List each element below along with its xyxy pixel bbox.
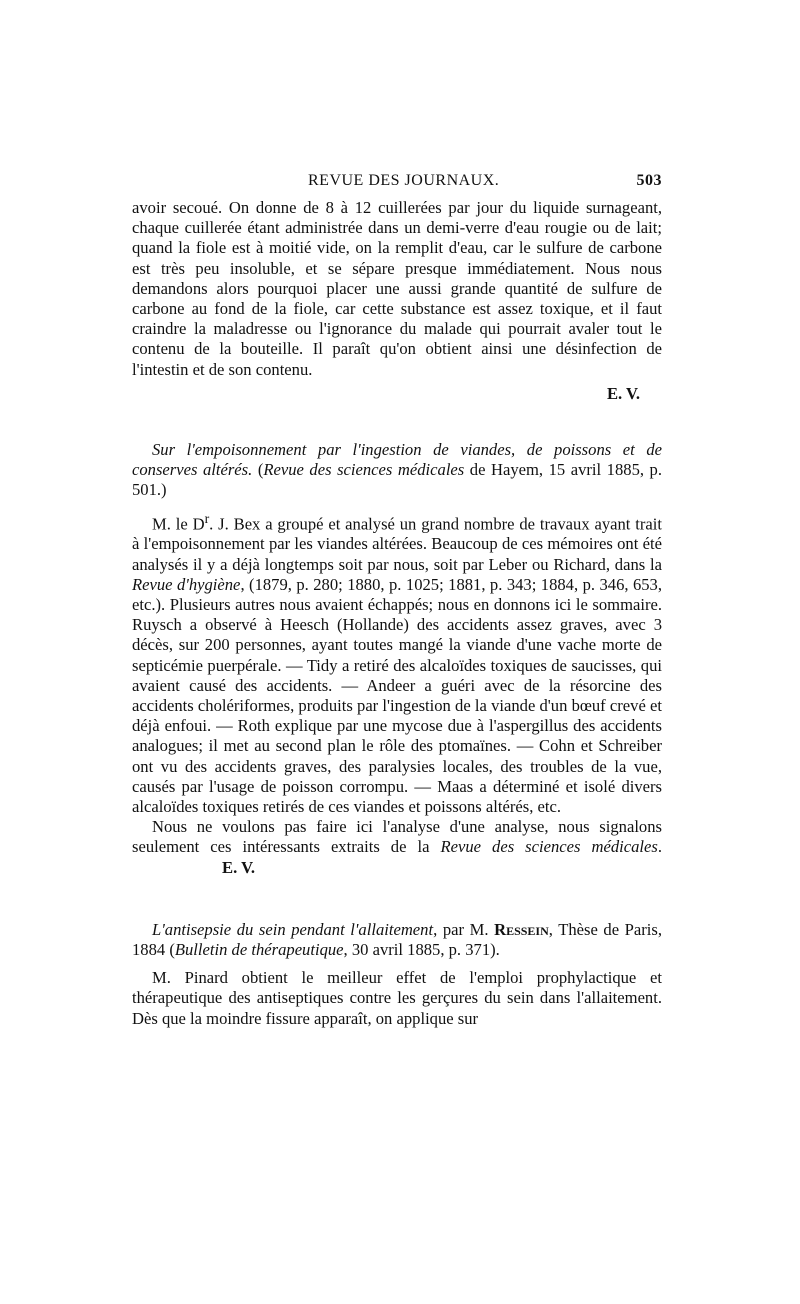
text-run: M. le D — [152, 514, 205, 534]
title-end: , 30 avril 1885, p. 371). — [343, 940, 500, 960]
signature: E. V. — [606, 383, 640, 403]
journal-name: Revue des sciences médicales — [263, 460, 465, 480]
body-paragraph: M. Pinard obtient le meilleur effet de l'emploi prophylactique et thérapeutique des antiseptiques contre les gerçures du sein dans l'allaitement. Dès que la moindre fissure apparaît, on applique sur — [132, 968, 662, 1028]
title-by: , par M. — [433, 919, 495, 939]
title-mid: , Thèse de Paris, 1884 ( — [132, 919, 663, 960]
article-title-italic: L'antisepsie du sein pendant l'allaitement — [152, 919, 434, 939]
text-run: . J. Bex a groupé et analysé un grand nombre de travaux ayant trait à l'empoisonnement par les viandes altérées. Beaucoup de ces mémoires ont été analysés il y a déjà longtemps soit par nous, soit par Leber ou Richard, dans la — [132, 514, 662, 574]
page — [132, 172, 662, 1029]
continued-paragraph: avoir secoué. On donne de 8 à 12 cuillerées par jour du liquide surnageant, chaque cuillerée étant administrée dans un demi-verre d'eau rougie ou de lait; quand la fiole est à moitié vide, on la remplit d'eau, car le sulfure de carbone est très peu insoluble, et se sépare presque immédiatement. Nous nous demandons alors pourquoi placer une aussi grande quantité de sulfure de carbone au fond de la fiole, car cette substance est assez toxique, et il faut craindre la maladresse ou l'ignorance du malade qui pourrait avaler tout le contenu de la bouteille. Il paraît qu'on obtient ainsi une désinfection de l'intestin et de son contenu. — [132, 198, 662, 379]
article-title-italic: Sur l'empoisonnement par l'ingestion de viandes, de poissons et de conserves altérés. — [132, 440, 662, 480]
body-paragraph — [132, 509, 662, 818]
journal-name: Revue d'hygiène — [132, 574, 241, 594]
article-title — [132, 920, 662, 960]
journal-name: Revue des sciences médicales — [440, 837, 658, 857]
body-paragraph — [132, 817, 662, 878]
title-rest: de Hayem, 15 avril 1885, p. 501.) — [132, 460, 663, 500]
author-name: Ressein — [494, 919, 549, 939]
text-run: , (1879, p. 280; 1880, p. 1025; 1881, p. 343; 1884, p. 346, 653, etc.). Plusieurs autres nous avaient échappés; nous en donnons ici le sommaire. Ruysch a observé à Heesch (Hollande) des accidents assez graves, avec 3 décès, sur 200 personnes, ayant toutes mangé la viande d'une vache morte de septicémie puerpérale. — Tidy a retiré des alcaloïdes toxiques de saucisses, qui avaient causé des accidents. — Andeer a guéri avec de la résorcine des accidents cholériformes, produits par l'ingestion de la viande d'un bœuf crevé et déjà enfoui. — Roth explique par une mycose due à l'aspergillus des accidents analogues; il met au second plan le rôle des ptomaïnes. — Cohn et Schreiber ont vu des accidents graves, des paralysies locales, des troubles de la vue, causés par l'usage de poisson corrompu. — Maas a déterminé et isolé divers alcaloïdes toxiques retirés de ces viandes et poissons altérés, etc. — [132, 574, 663, 817]
journal-name: Bulletin de thérapeutique — [174, 940, 344, 960]
signature: E. V. — [222, 857, 256, 877]
superscript: r — [204, 510, 210, 526]
running-title: REVUE DES JOURNAUX. — [308, 172, 500, 189]
page-header — [132, 172, 662, 198]
text-run: . — [657, 837, 662, 857]
page-number: 503 — [636, 172, 662, 189]
title-open: ( — [252, 460, 264, 480]
text-run: Nous ne voulons pas faire ici l'analyse d'une analyse, nous signalons seulement ces intéressants extraits de la — [132, 817, 662, 857]
article-title — [132, 440, 662, 501]
